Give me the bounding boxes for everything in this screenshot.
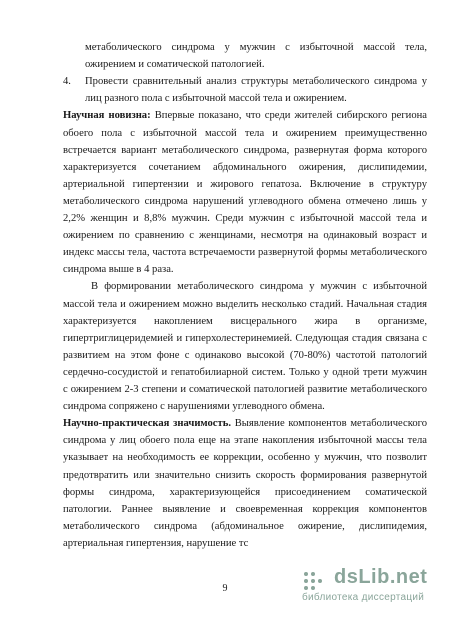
text-line bbox=[63, 108, 427, 123]
text-line bbox=[91, 279, 427, 294]
text-line bbox=[63, 468, 427, 483]
text-line bbox=[63, 245, 427, 260]
text-line bbox=[85, 40, 427, 55]
section-heading: Научно-практическая значимость. bbox=[63, 418, 231, 430]
line-text: синдрома сопряжено с нарушениями углеводного обмена. bbox=[63, 401, 325, 413]
list-marker: 4. bbox=[63, 76, 71, 88]
watermark-title: dsLib.net bbox=[334, 566, 428, 588]
text-line bbox=[63, 228, 427, 243]
text-line bbox=[63, 211, 427, 226]
text-line bbox=[63, 536, 427, 551]
line-text: лиц разного пола с избыточной массой тела и ожирением. bbox=[85, 93, 347, 105]
line-text: с ожирением 2-3 степени и соматической патологией развитие метаболического bbox=[63, 384, 427, 395]
line-text: метаболического синдрома (абдоминальное ожирение, дислипидемия, bbox=[63, 520, 427, 532]
line-text: предотвратить или значительно снизить скорость формирования развернутой bbox=[63, 469, 427, 481]
line-text: характеризуется накоплением висцерального жира в организме, bbox=[63, 315, 427, 327]
line-text: метаболического синдрома нарушений углеводного обмена отмечено лишь у bbox=[63, 195, 427, 207]
dots-icon bbox=[302, 570, 330, 592]
line-text: развитием на этом фоне с одинаково высокой (70-80%) частотой патологий bbox=[63, 349, 427, 361]
text-line bbox=[85, 57, 427, 72]
line-text: Выявление компонентов метаболического bbox=[234, 418, 427, 430]
line-text: Провести сравнительный анализ структуры метаболического синдрома у bbox=[85, 76, 427, 88]
text-line bbox=[63, 519, 427, 534]
text-line bbox=[63, 348, 427, 363]
text-line bbox=[63, 262, 427, 277]
text-line bbox=[63, 416, 427, 431]
text-line bbox=[63, 143, 427, 158]
line-text: ожирением и соматической патологией. bbox=[85, 59, 265, 71]
text-line bbox=[63, 450, 427, 465]
text-line bbox=[63, 126, 427, 141]
text-line bbox=[63, 382, 427, 397]
text-line bbox=[63, 297, 427, 312]
line-text: сердечно-сосудистой и гепатобилиарной систем. Только у одной трети мужчин bbox=[63, 366, 427, 378]
line-text: Впервые показано, что среди жителей сибирского региона bbox=[154, 110, 427, 122]
text-line bbox=[63, 433, 427, 448]
watermark-subtitle: библиотека диссертаций bbox=[302, 592, 425, 603]
text-line bbox=[63, 485, 427, 500]
line-text: гипертриглицеридемией и гиперхолестеринемией. Следующая стадия связана с bbox=[63, 332, 427, 344]
line-text: В формировании метаболического синдрома у мужчин с избыточной bbox=[91, 281, 427, 293]
text-line bbox=[63, 194, 427, 209]
line-text: синдрома выше в 4 раза. bbox=[63, 264, 174, 276]
line-text: указывает на необходимость ее коррекции, особенно у мужчин, что позволит bbox=[63, 452, 427, 464]
text-line bbox=[63, 160, 427, 175]
line-text: артериальной гипертензии и жирового гепатоза. Включение в структуру bbox=[63, 178, 427, 190]
text-line bbox=[63, 502, 427, 517]
text-line bbox=[63, 314, 427, 329]
text-line bbox=[63, 331, 427, 346]
line-text: метаболического синдрома у мужчин с избыточной массой тела, bbox=[85, 42, 427, 53]
text-line bbox=[63, 399, 427, 414]
page-number: 9 bbox=[222, 583, 228, 594]
line-text: синдрома у лиц обоего пола еще на этапе накопления избыточной массы тела bbox=[63, 435, 427, 447]
text-line bbox=[63, 365, 427, 380]
line-text: патологии. Раннее выявление и своевременная коррекция компонентов bbox=[63, 503, 427, 515]
text-line bbox=[85, 91, 427, 106]
line-text: индекс массы тела, частота встречаемости развернутой формы метаболического bbox=[63, 247, 427, 259]
line-text: артериальная гипертензия, нарушение тс bbox=[63, 537, 249, 549]
watermark-logo bbox=[296, 562, 446, 612]
section-heading: Научная новизна: bbox=[63, 110, 151, 122]
line-text: встречается вариант метаболического синдрома, развернутая форма которого bbox=[63, 144, 427, 156]
line-text: характеризуется сочетанием абдоминального ожирения, дислипидемии, bbox=[63, 161, 427, 173]
text-line bbox=[85, 74, 427, 89]
line-text: 2,2% женщин и 8,8% мужчин. Среди мужчин с избыточной массой тела и bbox=[63, 213, 427, 224]
line-text: обоего пола с избыточной массой тела и ожирением преимущественно bbox=[63, 127, 427, 139]
text-line bbox=[63, 177, 427, 192]
line-text: формы синдрома, характеризующейся присоединением соматической bbox=[63, 486, 427, 498]
line-text: массой тела и ожирением можно выделить несколько стадий. Начальная стадия bbox=[63, 298, 427, 310]
line-text: ожирением по сравнению с женщинами, несмотря на одинаковый возраст и bbox=[63, 230, 427, 242]
